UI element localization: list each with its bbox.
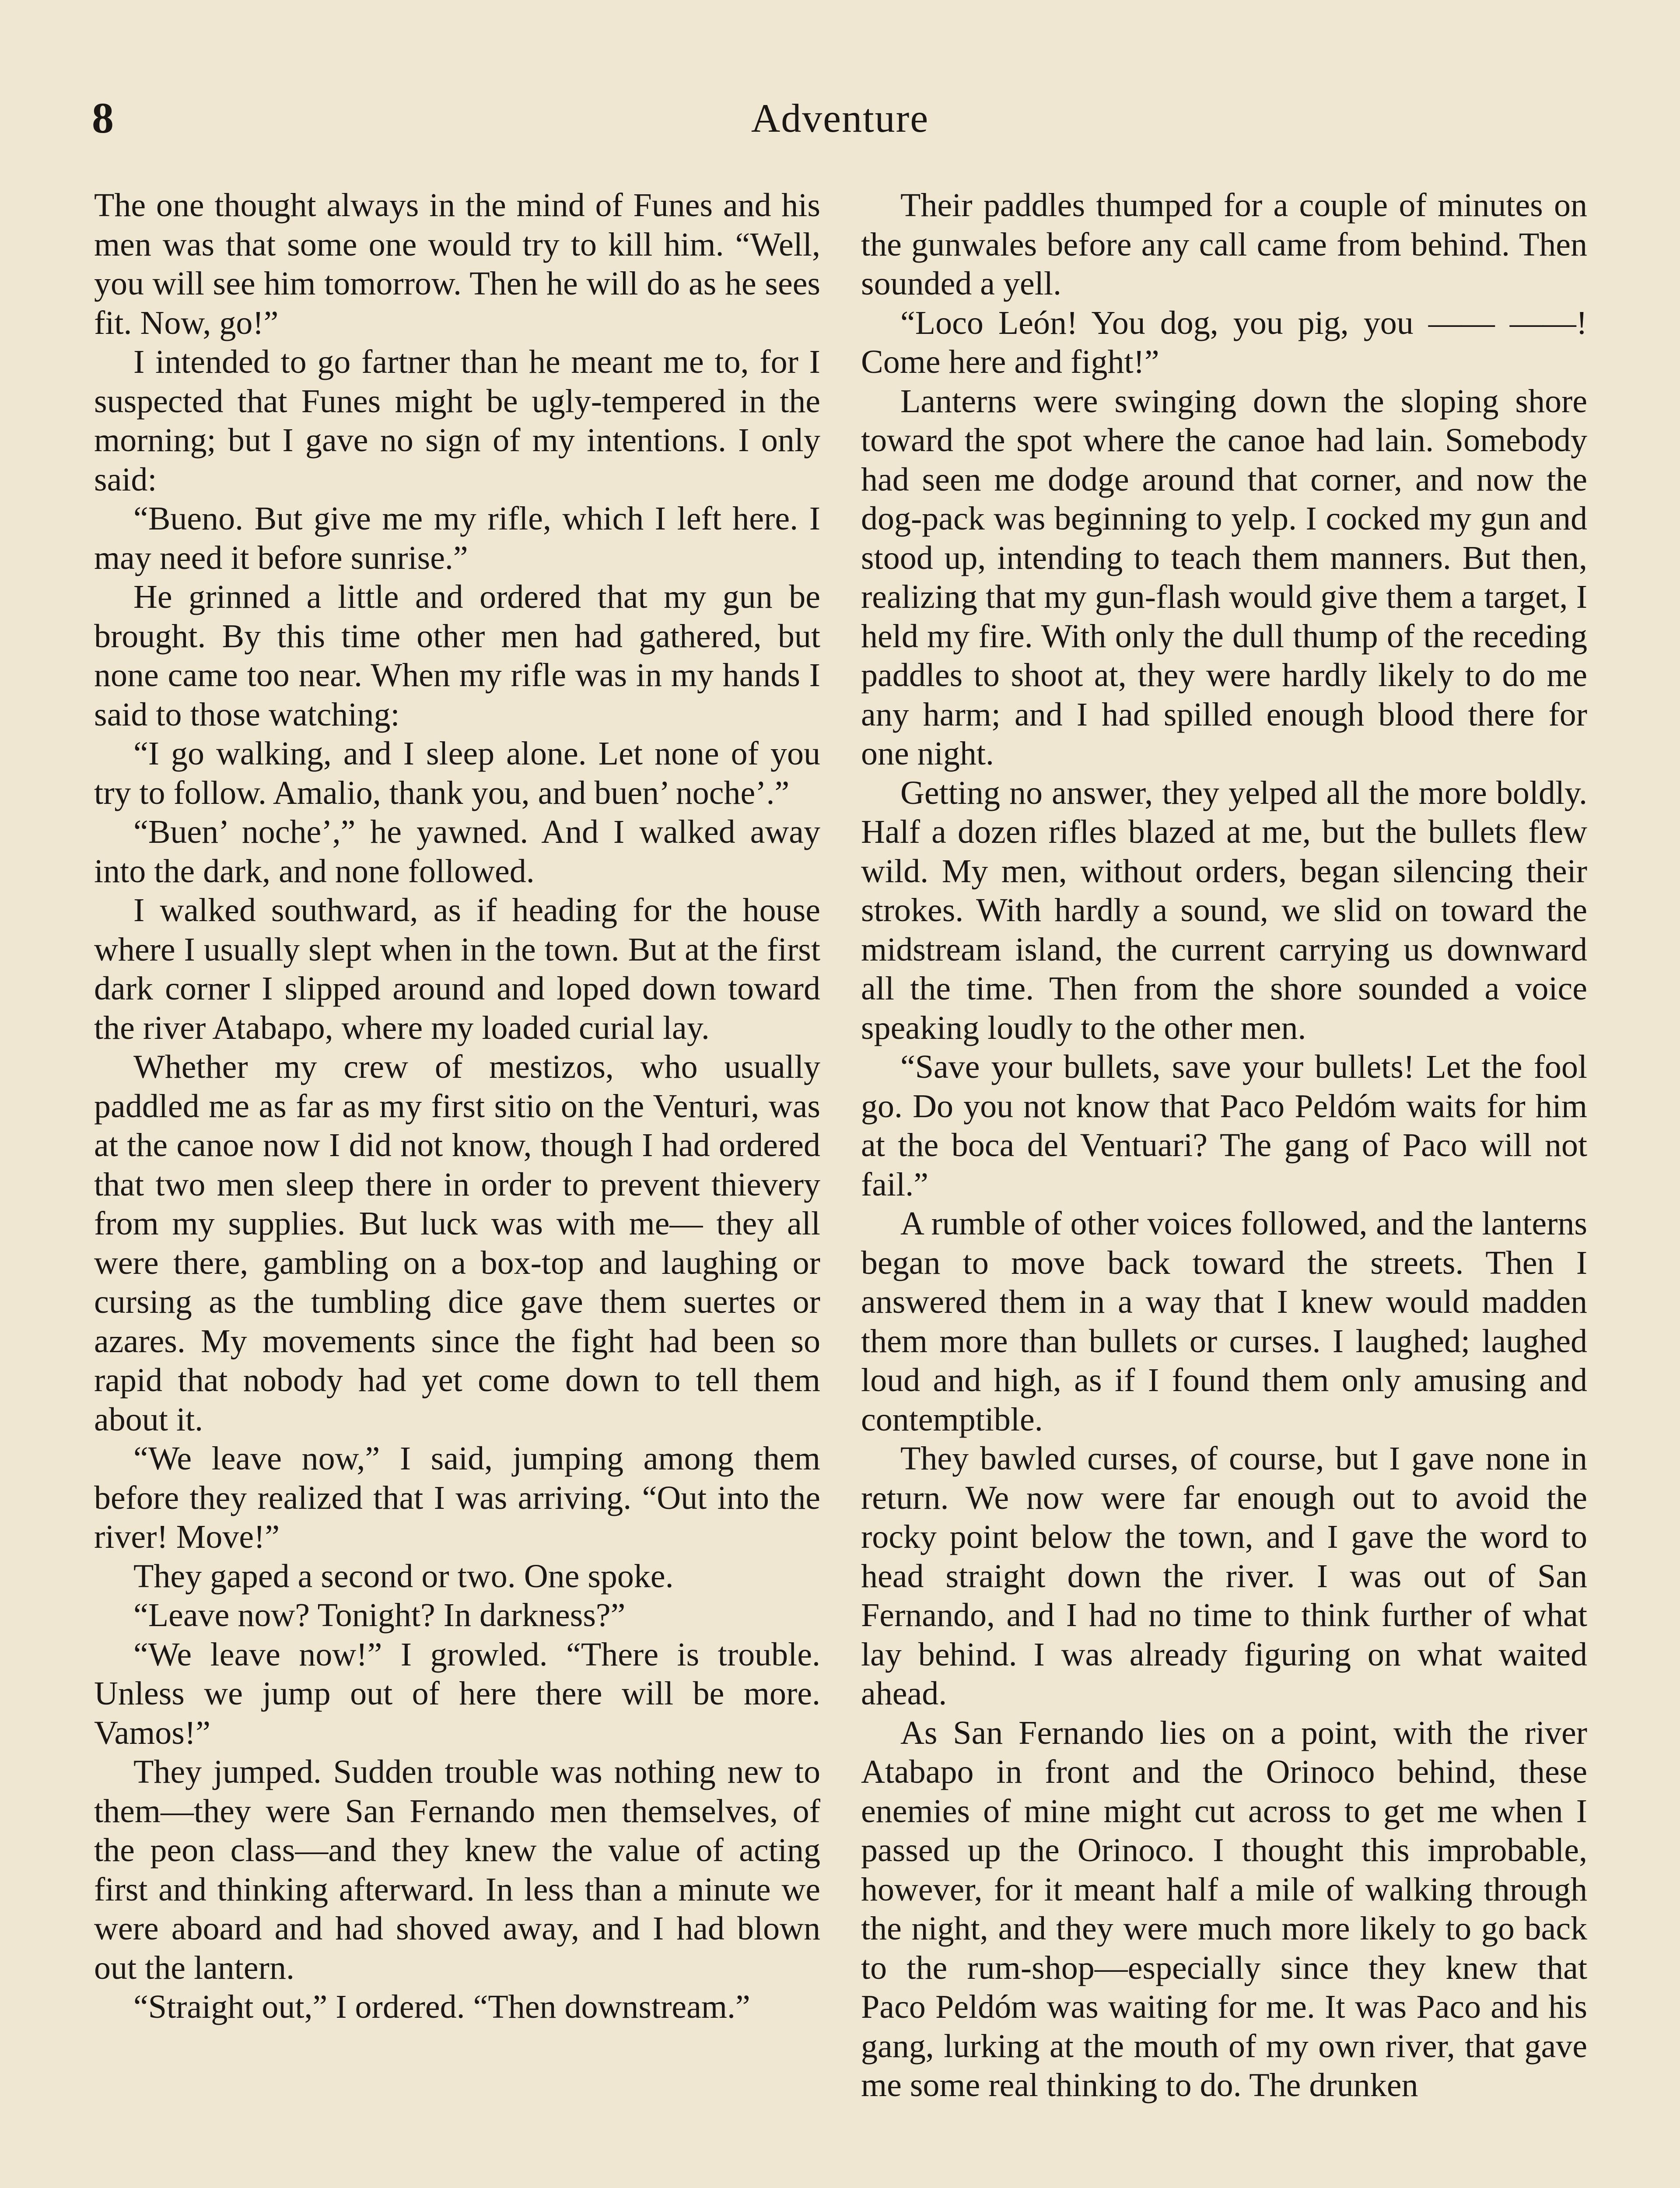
paragraph: Their paddles thumped for a couple of minutes on the gunwales before any call came from behind. Then sounded a yell. [861, 187, 1587, 302]
paragraph: “Straight out,” I ordered. “Then downstream.” [133, 1988, 750, 2025]
paragraph: They bawled curses, of course, but I gave none in return. We now were far enough out to avoid the rocky point below the town, and I gave the word to head straight down the river. I was out of San Fernando, and I had no time to think further of what lay behind. I was already figuring on what waited ahead. [861, 1440, 1587, 1712]
paragraph: “Leave now? Tonight? In darkness?” [133, 1597, 626, 1634]
paragraph: “We leave now,” I said, jumping among them before they realized that I was arriving. “Out into the river! Move!” [94, 1440, 820, 1555]
paragraph: “Buen’ noche’,” he yawned. And I walked away into the dark, and none followed. [94, 813, 820, 890]
page-number: 8 [92, 94, 114, 142]
paragraph: He grinned a little and ordered that my gun be brought. By this time other men had gathered, but none came too near. When my rifle was in my hands I said to those watching: [94, 579, 820, 733]
paragraph: I intended to go fartner than he meant me to, for I suspected that Funes might be ugly-tempered in the morning; but I gave no sign of my intentions. I only said: [94, 344, 820, 498]
paragraph: They gaped a second or two. One spoke. [133, 1557, 674, 1595]
paragraph: “I go walking, and I sleep alone. Let none of you try to follow. Amalio, thank you, and buen’ noche’.” [94, 735, 820, 811]
right-column [861, 186, 1587, 2105]
paragraph: A rumble of other voices followed, and the lanterns began to move back toward the streets. Then I answered them in a way that I knew would madden them more than bullets or curses. I laughed; laughed loud and high, as if I found them only amusing and contemptible. [861, 1205, 1587, 1438]
paragraph: The one thought always in the mind of Funes and his men was that some one would try to kill him. “Well, you will see him tomorrow. Then he will do as he sees fit. Now, go!” [94, 187, 820, 341]
running-title: Adventure [751, 96, 929, 140]
paragraph: “Save your bullets, save your bullets! Let the fool go. Do you not know that Paco Peldóm waits for him at the boca del Ventuari? The gang of Paco will not fail.” [861, 1048, 1587, 1203]
paragraph: Lanterns were swinging down the sloping shore toward the spot where the canoe had lain. Somebody had seen me dodge around that corner, and now the dog-pack was beginning to yelp. I cocked my gun and stood up, intending to teach them manners. But then, realizing that my gun-flash would give them a target, I held my fire. With only the dull thump of the receding paddles to shoot at, they were hardly likely to do me any harm; and I had spilled enough blood there for one night. [861, 382, 1587, 772]
paragraph: As San Fernando lies on a point, with the river Atabapo in front and the Orinoco behind, these enemies of mine might cut across to get me when I passed up the Orinoco. I thought this improbable, however, for it meant half a mile of walking through the night, and they were much more likely to go back to the rum-shop—especially since they knew that Paco Peldóm was waiting for me. It was Paco and his gang, lurking at the mouth of my own river, that gave me some real thinking to do. The drunken [861, 1714, 1587, 2104]
paragraph: I walked southward, as if heading for the house where I usually slept when in the town. But at the first dark corner I slipped around and loped down toward the river Atabapo, where my loaded curial lay. [94, 892, 820, 1046]
page-header [92, 88, 1588, 149]
paragraph: They jumped. Sudden trouble was nothing new to them—they were San Fernando men themselves, of the peon class—and they knew the value of acting first and thinking afterward. In less than a minute we were aboard and had shoved away, and I had blown out the lantern. [94, 1753, 820, 1986]
paragraph: “We leave now!” I growled. “There is trouble. Unless we jump out of here there will be more. Vamos!” [94, 1636, 820, 1751]
paragraph: Whether my crew of mestizos, who usually paddled me as far as my first sitio on the Venturi, was at the canoe now I did not know, though I had ordered that two men sleep there in order to prevent thievery from my supplies. But luck was with me— they all were there, gambling on a box-top and laughing or cursing as the tumbling dice gave them suertes or azares. My movements since the fight had been so rapid that nobody had yet come down to tell them about it. [94, 1048, 820, 1438]
paragraph: “Loco León! You dog, you pig, you —— ——! Come here and fight!” [861, 304, 1587, 380]
left-column [94, 186, 820, 2027]
paragraph: “Bueno. But give me my rifle, which I left here. I may need it before sunrise.” [94, 500, 820, 576]
paragraph: Getting no answer, they yelped all the more boldly. Half a dozen rifles blazed at me, but the bullets flew wild. My men, without orders, began silencing their strokes. With hardly a sound, we slid on toward the midstream island, the current carrying us downward all the time. Then from the shore sounded a voice speaking loudly to the other men. [861, 774, 1587, 1046]
